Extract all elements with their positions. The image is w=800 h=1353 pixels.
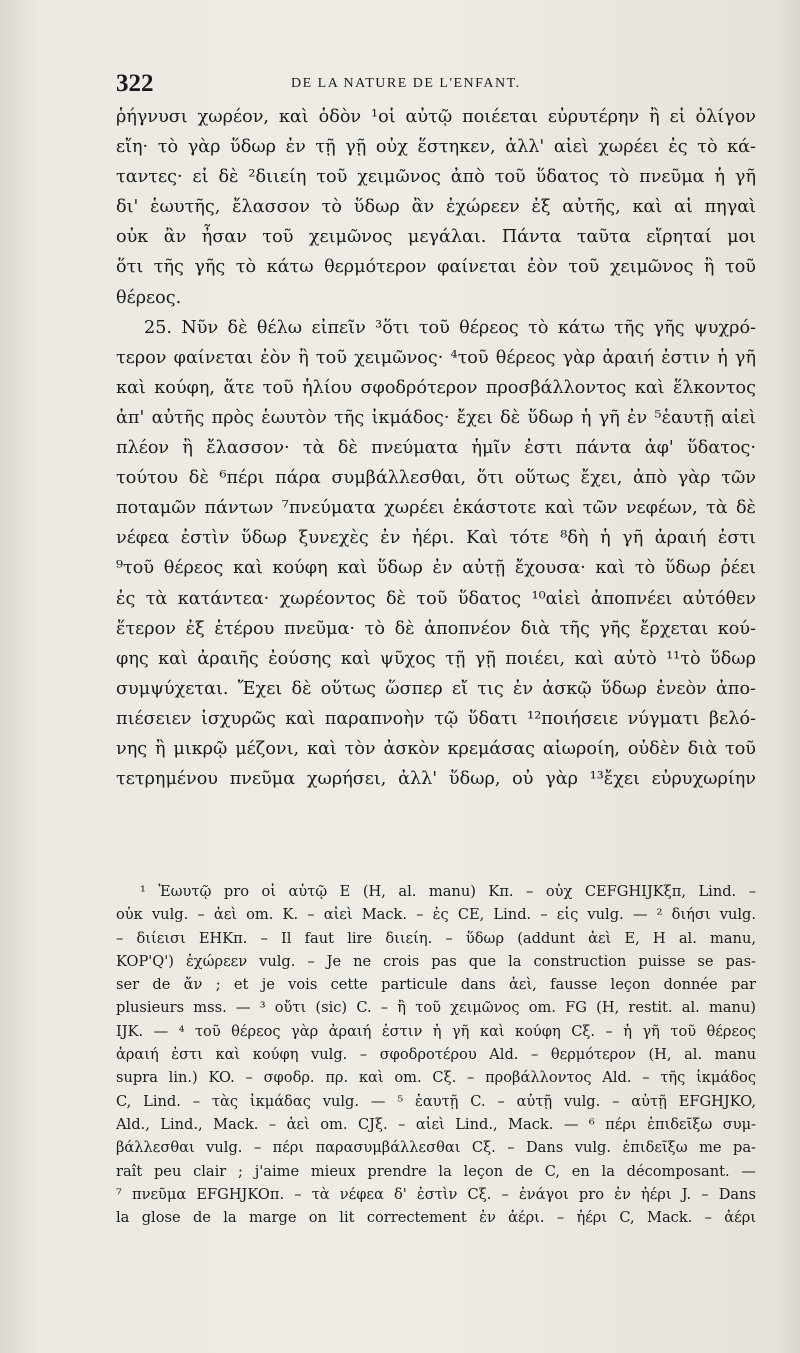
footnote-line: ¹ Ἑωυτῷ pro οἱ αὐτῷ E (H, al. manu) Kπ. – οὐχ CEFGHIJKξπ, Lind. –	[140, 883, 756, 900]
footnote-line: ⁷ πνεῦμα EFGHJKOπ. – τὰ νέφεα δ' ἐστὶν Cξ. – ἐνάγοι pro ἐν ἠέρι J. – Dans	[116, 1185, 756, 1203]
footnote-line: C, Lind. – τὰς ἰκμάδας vulg. — ⁵ ἑαυτῇ C. – αὐτῇ vulg. – αὐτῇ EFGHJKO,	[116, 1092, 756, 1110]
footnote-line: IJK. — ⁴ τοῦ θέρεος γὰρ ἀραιή ἐστιν ἡ γῆ καὶ κούφη Cξ. – ἡ γῆ τοῦ θέρεος	[116, 1022, 756, 1040]
text-line: τερον φαίνεται ἐὸν ἢ τοῦ χειμῶνος· ⁴τοῦ θέρεος γὰρ ἀραιή ἐστιν ἡ γῆ	[116, 347, 756, 368]
footnote-line: supra lin.) KO. – σφοδρ. πρ. καὶ om. Cξ. – προβάλλοντος Ald. – τῆς ἰκμάδος	[116, 1069, 756, 1087]
footnote-line: βάλλεσθαι vulg. – πέρι παρασυμβάλλεσθαι Cξ. – Dans vulg. ἐπιδεῖξω me pa-	[116, 1139, 756, 1157]
footnotes	[116, 880, 756, 1229]
footnote-line: plusieurs mss. — ³ οὔτι (sic) C. – ἢ τοῦ χειμῶνος om. FG (H, restit. al. manu)	[116, 999, 756, 1017]
footnote-line: ἀραιή ἐστι καὶ κούφη vulg. – σφοδροτέρου Ald. – θερμότερον (H, al. manu	[116, 1046, 756, 1064]
text-line: τούτου δὲ ⁶πέρι πάρα συμβάλλεσθαι, ὅτι οὕτως ἔχει, ἀπὸ γὰρ τῶν	[116, 468, 756, 489]
footnote-line: – διίεισι EHKπ. – Il faut lire διιείη. – ὕδωρ (addunt ἀεὶ E, H al. manu,	[116, 929, 756, 947]
text-line: ⁹τοῦ θέρεος καὶ κούφη καὶ ὕδωρ ἐν αὐτῇ ἔχουσα· καὶ τὸ ὕδωρ ῥέει	[116, 558, 756, 579]
text-line: ἀπ' αὐτῆς πρὸς ἑωυτὸν τῆς ἰκμάδος· ἔχει δὲ ὕδωρ ἡ γῆ ἐν ⁵ἑαυτῇ αἰεὶ	[116, 407, 756, 428]
page-header	[116, 70, 756, 100]
text-line: ἕτερον ἐξ ἑτέρου πνεῦμα· τὸ δὲ ἀποπνέον διὰ τῆς γῆς ἔρχεται κού-	[116, 618, 756, 639]
footnote-line: KOP'Q') ἐχώρεεν vulg. – Je ne crois pas que la construction puisse se pas-	[116, 952, 756, 970]
section-start-line: 25. Νῦν δὲ θέλω εἰπεῖν ³ὅτι τοῦ θέρεος τὸ κάτω τῆς γῆς ψυχρό-	[144, 317, 756, 338]
text-line: ποταμῶν πάντων ⁷πνεύματα χωρέει ἑκάστοτε καὶ τῶν νεφέων, τὰ δὲ	[116, 498, 756, 519]
text-line: νέφεα ἐστὶν ὕδωρ ξυνεχὲς ἐν ἠέρι. Καὶ τότε ⁸δὴ ἡ γῆ ἀραιή ἐστι	[116, 528, 756, 549]
page-number: 322	[116, 70, 154, 97]
text-line: ταντες· εἰ δὲ ²διιείη τοῦ χειμῶνος ἀπὸ τοῦ ὕδατος τὸ πνεῦμα ἡ γῆ	[116, 167, 756, 188]
text-line: καὶ κούφη, ἅτε τοῦ ἡλίου σφοδρότερον προσβάλλοντος καὶ ἕλκοντος	[116, 377, 756, 398]
text-line: οὐκ ἂν ἦσαν τοῦ χειμῶνος μεγάλαι. Πάντα ταῦτα εἴρηταί μοι	[116, 227, 756, 248]
text-line: φης καὶ ἀραιῆς ἐούσης καὶ ψῦχος τῇ γῇ ποιέει, καὶ αὐτὸ ¹¹τὸ ὕδωρ	[116, 648, 756, 669]
text-line: ῥήγνυσι χωρέον, καὶ ὁδὸν ¹οἱ αὐτῷ ποιέεται εὐρυτέρην ἢ εἰ ὀλίγον	[116, 107, 756, 127]
footnote-line: ser de ἄν ; et je vois cette particule dans ἀεὶ, fausse leçon donnée par	[116, 976, 756, 994]
footnote-line: οὐκ vulg. – ἀεὶ om. K. – αἰεὶ Mack. – ἐς CE, Lind. – εἰς vulg. — ² διήσι vulg.	[116, 906, 756, 924]
text-line: πλέον ἢ ἔλασσον· τὰ δὲ πνεύματα ἡμῖν ἐστι πάντα ἀφ' ὕδατος·	[116, 438, 756, 459]
text-line: συμψύχεται. Ἔχει δὲ οὕτως ὥσπερ εἴ τις ἐν ἀσκῷ ὕδωρ ἐνεὸν ἀπο-	[116, 678, 756, 699]
text-line: εἴη· τὸ γὰρ ὕδωρ ἐν τῇ γῇ οὐχ ἕστηκεν, ἀλλ' αἰεὶ χωρέει ἐς τὸ κά-	[116, 137, 756, 158]
footnote-line: la glose de la marge on lit correctement ἐν ἀέρι. – ἠέρι C, Mack. – ἀέρι	[116, 1209, 756, 1227]
text-line: ἐς τὰ κατάντεα· χωρέοντος δὲ τοῦ ὕδατος ¹⁰αἰεὶ ἀποπνέει αὐτόθεν	[116, 588, 756, 609]
footnote-line: Ald., Lind., Mack. – ἀεὶ om. CJξ. – αἰεὶ Lind., Mack. — ⁶ πέρι ἐπιδεῖξω συμ-	[116, 1115, 756, 1133]
text-line: πιέσειεν ἰσχυρῶς καὶ παραπνοὴν τῷ ὕδατι ¹²ποιήσειε νύγματι βελό-	[116, 708, 756, 729]
text-line: δι' ἑωυτῆς, ἔλασσον τὸ ὕδωρ ἂν ἐχώρεεν ἐξ αὐτῆς, καὶ αἱ πηγαὶ	[116, 197, 756, 218]
text-line: θέρεος.	[116, 287, 182, 308]
text-line: νης ἢ μικρῷ μέζονι, καὶ τὸν ἀσκὸν κρεμάσας αἰωροίη, οὐδὲν διὰ τοῦ	[116, 738, 756, 759]
text-line: τετρημένου πνεῦμα χωρήσει, ἀλλ' ὕδωρ, οὐ γὰρ ¹³ἔχει εὐρυχωρίην	[116, 769, 756, 790]
running-head: DE LA NATURE DE L'ENFANT.	[291, 76, 521, 91]
text-line: ὅτι τῆς γῆς τὸ κάτω θερμότερον φαίνεται ἐὸν τοῦ χειμῶνος ἢ τοῦ	[116, 257, 756, 278]
footnote-line: raît peu clair ; j'aime mieux prendre la leçon de C, en la décomposant. —	[116, 1162, 756, 1180]
main-text	[116, 102, 756, 794]
